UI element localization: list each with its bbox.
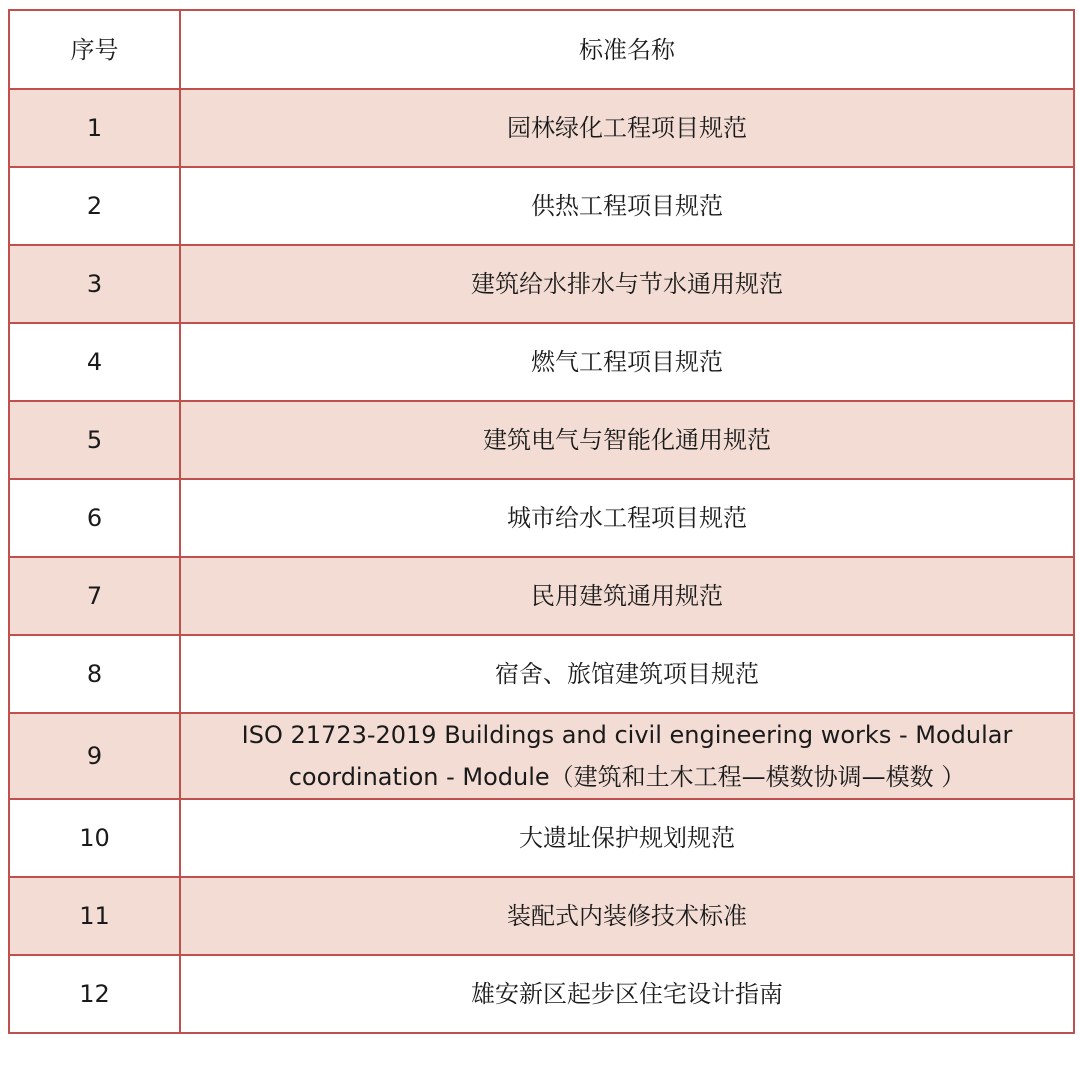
standard-name: 城市给水工程项目规范 bbox=[180, 479, 1074, 557]
table-row bbox=[9, 877, 1074, 955]
table-row bbox=[9, 955, 1074, 1033]
row-number: 1 bbox=[9, 89, 180, 167]
table-row bbox=[9, 557, 1074, 635]
row-number: 7 bbox=[9, 557, 180, 635]
standard-name: ISO 21723-2019 Buildings and civil engineering works - Modular coordination - Module（建筑和土木工程—模数协调—模数 ） bbox=[180, 713, 1074, 799]
standards-table bbox=[8, 9, 1075, 1034]
row-number: 9 bbox=[9, 713, 180, 799]
table-row bbox=[9, 713, 1074, 799]
standard-name: 供热工程项目规范 bbox=[180, 167, 1074, 245]
table-row bbox=[9, 323, 1074, 401]
row-number: 11 bbox=[9, 877, 180, 955]
row-number: 10 bbox=[9, 799, 180, 877]
standard-name: 雄安新区起步区住宅设计指南 bbox=[180, 955, 1074, 1033]
standard-name: 园林绿化工程项目规范 bbox=[180, 89, 1074, 167]
header-serial-number: 序号 bbox=[9, 10, 180, 89]
row-number: 6 bbox=[9, 479, 180, 557]
standard-name: 装配式内装修技术标准 bbox=[180, 877, 1074, 955]
row-number: 5 bbox=[9, 401, 180, 479]
row-number: 3 bbox=[9, 245, 180, 323]
header-standard-name: 标准名称 bbox=[180, 10, 1074, 89]
standard-name: 建筑电气与智能化通用规范 bbox=[180, 401, 1074, 479]
standard-name: 宿舍、旅馆建筑项目规范 bbox=[180, 635, 1074, 713]
table-header-row bbox=[9, 10, 1074, 89]
standard-name: 建筑给水排水与节水通用规范 bbox=[180, 245, 1074, 323]
standard-name: 燃气工程项目规范 bbox=[180, 323, 1074, 401]
standard-name: 大遗址保护规划规范 bbox=[180, 799, 1074, 877]
table-row bbox=[9, 401, 1074, 479]
table-row bbox=[9, 89, 1074, 167]
table-row bbox=[9, 799, 1074, 877]
row-number: 12 bbox=[9, 955, 180, 1033]
row-number: 8 bbox=[9, 635, 180, 713]
standards-table-container bbox=[8, 9, 1075, 1034]
standard-name: 民用建筑通用规范 bbox=[180, 557, 1074, 635]
row-number: 2 bbox=[9, 167, 180, 245]
row-number: 4 bbox=[9, 323, 180, 401]
table-row bbox=[9, 479, 1074, 557]
table-row bbox=[9, 635, 1074, 713]
table-row bbox=[9, 167, 1074, 245]
table-row bbox=[9, 245, 1074, 323]
